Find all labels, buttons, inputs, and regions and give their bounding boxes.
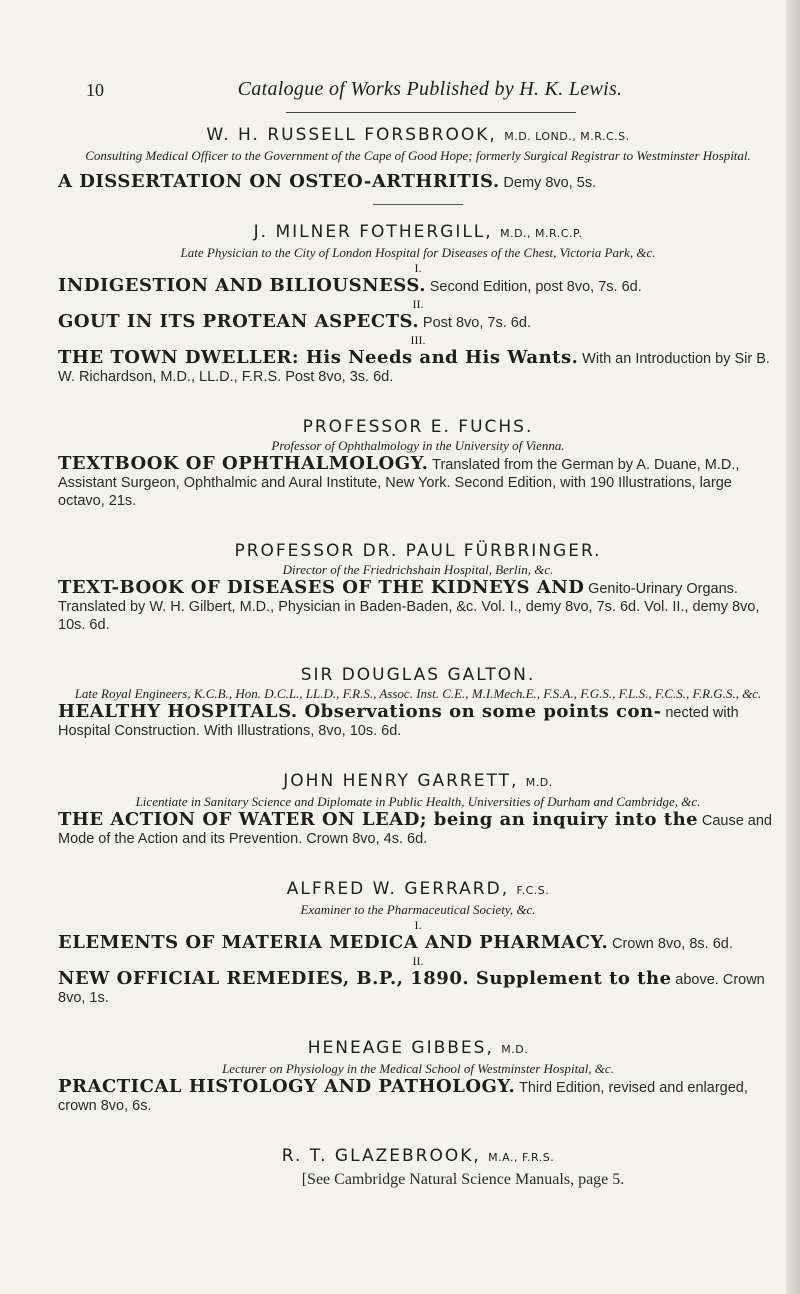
catalogue-content <box>58 124 778 1189</box>
work-title: TEXT-BOOK OF DISEASES OF THE KIDNEYS AND <box>58 577 585 598</box>
author-description: Late Royal Engineers, K.C.B., Hon. D.C.L., LL.D., F.R.S., Assoc. Inst. C.E., M.I.Mech.E., F.S.A., F.G.S., F.L.S., F.C.S., F.R.G.S., &c. <box>74 686 762 701</box>
entry-spacing <box>58 634 778 664</box>
author-description: Director of the Friedrichshain Hospital, Berlin, &c. <box>282 562 554 577</box>
page-edge-shadow <box>786 0 800 1294</box>
work-details: Translated from the German by A. Duane, M.D., Assistant Surgeon, Ophthalmic and Aural Institute, New York. Second Edition, with 190 Illustrations, large octavo, 21s. <box>58 457 740 509</box>
catalogue-entry <box>58 1037 778 1115</box>
work-details: Second Edition, post 8vo, 7s. 6d. <box>429 279 642 295</box>
work-details: Third Edition, revised and enlarged, crown 8vo, 6s. <box>58 1080 748 1114</box>
entry-spacing <box>58 1007 778 1037</box>
work-details: Demy 8vo, 5s. <box>503 175 597 191</box>
page-number: 10 <box>86 80 104 100</box>
author-name: SIR DOUGLAS GALTON. <box>300 665 536 685</box>
catalogue-entry <box>58 540 778 634</box>
catalogue-entry <box>58 770 778 848</box>
work-details: nected with Hospital Construction. With Illustrations, 8vo, 10s. 6d. <box>58 705 739 739</box>
catalogue-entry <box>58 1145 778 1189</box>
author-name: PROFESSOR DR. PAUL FÜRBRINGER. <box>234 541 602 561</box>
work-item <box>58 970 778 1007</box>
author-name: PROFESSOR E. FUCHS. <box>302 417 534 437</box>
author-name: ALFRED W. GERRARD, F.C.S. <box>286 879 550 899</box>
author-description: Examiner to the Pharmaceutical Society, &c. <box>300 902 536 917</box>
entry-spacing <box>58 386 778 416</box>
author-qualifications: M.D. LOND., M.R.C.S. <box>504 130 630 143</box>
author-description: Consulting Medical Officer to the Government of the Cape of Good Hope; formerly Surgical Registrar to Westminster Hospital. <box>85 148 751 163</box>
work-item <box>58 173 778 192</box>
catalogue-entry <box>58 124 778 192</box>
entry-separator <box>373 204 463 205</box>
work-title: THE TOWN DWELLER: His Needs and His Wants. <box>58 347 579 368</box>
work-title: NEW OFFICIAL REMEDIES, B.P., 1890. Supplement to the <box>58 968 672 989</box>
work-item <box>58 349 778 386</box>
work-item <box>58 313 778 332</box>
work-item <box>58 811 778 848</box>
author-qualifications: M.D., M.R.C.P. <box>500 227 583 240</box>
work-item <box>58 934 778 953</box>
author-qualifications: M.D. <box>525 776 553 789</box>
catalogue-entry <box>58 664 778 740</box>
author-name: W. H. RUSSELL FORSBROOK, M.D. LOND., M.R.C.S. <box>206 125 630 145</box>
author-name: J. MILNER FOTHERGILL, M.D., M.R.C.P. <box>253 222 583 242</box>
work-details: With an Introduction by Sir B. W. Richardson, M.D., LL.D., F.R.S. Post 8vo, 3s. 6d. <box>58 351 770 385</box>
author-name: JOHN HENRY GARRETT, M.D. <box>283 771 553 791</box>
author-description: Licentiate in Sanitary Science and Diplomate in Public Health, Universities of Durham and Cambridge, &c. <box>135 794 701 809</box>
work-title: TEXTBOOK OF OPHTHALMOLOGY. <box>58 453 429 474</box>
entry-spacing <box>58 510 778 540</box>
author-name: R. T. GLAZEBROOK, M.A., F.R.S. <box>281 1146 555 1166</box>
cross-reference <box>58 1171 778 1189</box>
work-details: Crown 8vo, 8s. 6d. <box>611 936 733 952</box>
work-details: Post 8vo, 7s. 6d. <box>422 315 531 331</box>
work-details: above. Crown 8vo, 1s. <box>58 972 765 1006</box>
entry-spacing <box>58 1115 778 1145</box>
catalogue-entry <box>58 221 778 386</box>
entry-spacing <box>58 848 778 878</box>
author-qualifications: M.A., F.R.S. <box>488 1151 555 1164</box>
catalogue-entry <box>58 878 778 1007</box>
work-numeral: I. <box>414 918 422 932</box>
work-item <box>58 455 778 510</box>
work-numeral: III. <box>410 333 426 347</box>
work-details: Cause and Mode of the Action and its Prevention. Crown 8vo, 4s. 6d. <box>58 813 772 847</box>
work-numeral: II. <box>412 297 424 311</box>
page-header <box>86 72 774 112</box>
work-title: GOUT IN ITS PROTEAN ASPECTS. <box>58 311 420 332</box>
catalogue-entry <box>58 416 778 510</box>
work-numeral: II. <box>412 954 424 968</box>
header-rule <box>286 112 576 113</box>
entry-spacing <box>58 740 778 770</box>
work-numeral: I. <box>414 261 422 275</box>
work-title: HEALTHY HOSPITALS. Observations on some points con- <box>58 701 662 722</box>
work-title: THE ACTION OF WATER ON LEAD; being an inquiry into the <box>58 809 699 830</box>
author-name: HENEAGE GIBBES, M.D. <box>307 1038 529 1058</box>
author-qualifications: M.D. <box>501 1043 529 1056</box>
author-qualifications: F.C.S. <box>516 884 550 897</box>
work-item <box>58 579 778 634</box>
work-details: Genito-Urinary Organs. Translated by W. H. Gilbert, M.D., Physician in Baden-Baden, &c. Vol. I., demy 8vo, 7s. 6d. Vol. II., demy 8vo, 10s. 6d. <box>58 581 760 633</box>
work-title: PRACTICAL HISTOLOGY AND PATHOLOGY. <box>58 1076 516 1097</box>
author-description: Professor of Ophthalmology in the University of Vienna. <box>271 438 565 453</box>
author-description: Lecturer on Physiology in the Medical School of Westminster Hospital, &c. <box>222 1061 614 1076</box>
work-item <box>58 1078 778 1115</box>
work-title: A DISSERTATION ON OSTEO-ARTHRITIS. <box>58 171 500 192</box>
running-title: Catalogue of Works Published by H. K. Lewis. <box>237 78 623 100</box>
work-title: ELEMENTS OF MATERIA MEDICA AND PHARMACY. <box>58 932 609 953</box>
author-description: Late Physician to the City of London Hospital for Diseases of the Chest, Victoria Park, &c. <box>180 245 656 260</box>
work-item <box>58 277 778 296</box>
work-details: [See Cambridge Natural Science Manuals, page 5. <box>301 1171 625 1188</box>
work-title: INDIGESTION AND BILIOUSNESS. <box>58 275 426 296</box>
work-item <box>58 703 778 740</box>
